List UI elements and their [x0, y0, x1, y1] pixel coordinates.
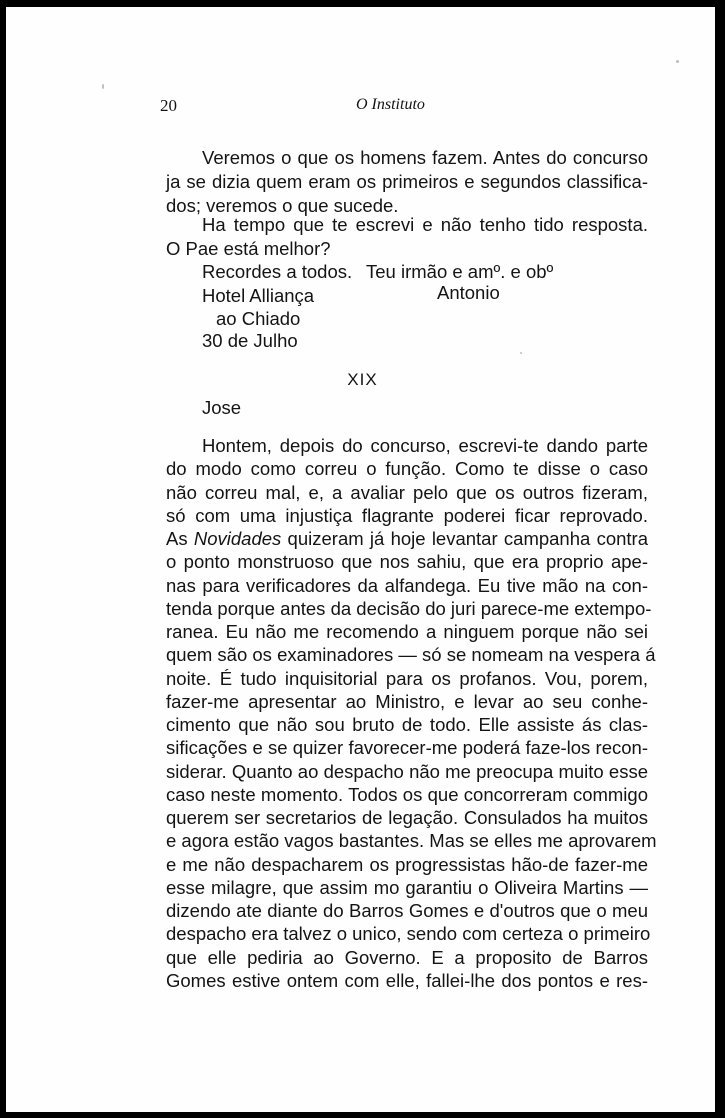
text-line: caso neste momento. Todos os que concorreram commigo	[166, 784, 648, 805]
text-line: nas para verificadores da alfandega. Eu tive mão na con-	[166, 575, 648, 596]
text-line: cimento que não sou bruto de todo. Elle assiste ás clas-	[166, 714, 648, 735]
text-line: o ponto monstruoso que nos sahiu, que era proprio ape-	[166, 551, 648, 572]
closing-line: Recordes a todos.	[202, 261, 353, 282]
text-line: despacho era talvez o unico, sendo com certeza o primeiro	[166, 923, 651, 944]
text-line: dizendo ate diante do Barros Gomes e d'outros que o meu	[166, 900, 648, 921]
text-line: ja se dizia quem eram os primeiros e segundos classifica-	[166, 171, 648, 192]
address-line: Hotel Alliança	[202, 285, 315, 306]
paper-speck	[676, 60, 679, 63]
text-line: tenda porque antes da decisão do juri parece-me extempo-	[166, 598, 652, 619]
signature: Antonio	[437, 282, 500, 303]
scan-border-top	[0, 0, 725, 7]
address-line: ao Chiado	[216, 308, 301, 329]
signoff: Teu irmão e amº. e obº	[366, 261, 554, 282]
text-line: querem ser secretarios de legação. Consulados ha muitos	[166, 807, 648, 828]
text-line: noite. É tudo inquisitorial para os profanos. Vou, porem,	[166, 668, 648, 689]
text-line: e agora estão vagos bastantes. Mas se elles me aprovarem	[166, 830, 657, 851]
text-line: dos; veremos o que sucede.	[166, 195, 399, 216]
text-line: fazer-me apresentar ao Ministro, e levar ao seu conhe-	[166, 691, 648, 712]
text-line: não correu mal, e, a avaliar pelo que os outros fizeram,	[166, 482, 648, 503]
text-line: Veremos o que os homens fazem. Antes do concurso	[202, 147, 648, 168]
italic-title: Novidades	[193, 528, 282, 549]
text-line: sificações e se quizer favorecer-me poderá faze-los recon-	[166, 737, 648, 758]
text-line: esse milagre, que assim mo garantiu o Oliveira Martins —	[166, 877, 648, 898]
text-line: do modo como correu o função. Como te disse o caso	[166, 458, 648, 479]
text-line: siderar. Quanto ao despacho não me preocupa muito esse	[166, 761, 648, 782]
scan-border-right	[715, 0, 725, 1118]
section-number: XIX	[347, 370, 378, 389]
running-title: O Instituto	[356, 96, 425, 113]
text-line: Ha tempo que te escrevi e não tenho tido resposta.	[202, 214, 648, 235]
text-line: ranea. Eu não me recomendo a ninguem porque não sei	[166, 621, 648, 642]
paper-speck	[102, 84, 104, 89]
text-line: O Pae está melhor?	[166, 238, 331, 259]
salutation: Jose	[202, 397, 242, 418]
text-line: Gomes estive ontem com elle, fallei-lhe dos pontos e res-	[166, 970, 648, 991]
text-line: só com uma injustiça flagrante poderei ficar reprovado.	[166, 505, 648, 526]
text-line: As Novidades quizeram já hoje levantar campanha contra	[166, 528, 648, 549]
running-head	[0, 96, 725, 120]
text-line: Hontem, depois do concurso, escrevi-te dando parte	[202, 435, 648, 456]
text-line: quem são os examinadores — só se nomeam na vespera á	[166, 644, 656, 665]
letter-date: 30 de Julho	[202, 330, 298, 351]
paper-speck	[520, 352, 522, 354]
text-line: e me não despacharem os progressistas hão-de fazer-me	[166, 854, 648, 875]
text-line: que elle pediria ao Governo. E a proposito de Barros	[166, 947, 648, 968]
scan-border-left	[0, 0, 6, 1118]
scan-border-bottom	[0, 1112, 725, 1118]
page-number: 20	[160, 96, 177, 115]
